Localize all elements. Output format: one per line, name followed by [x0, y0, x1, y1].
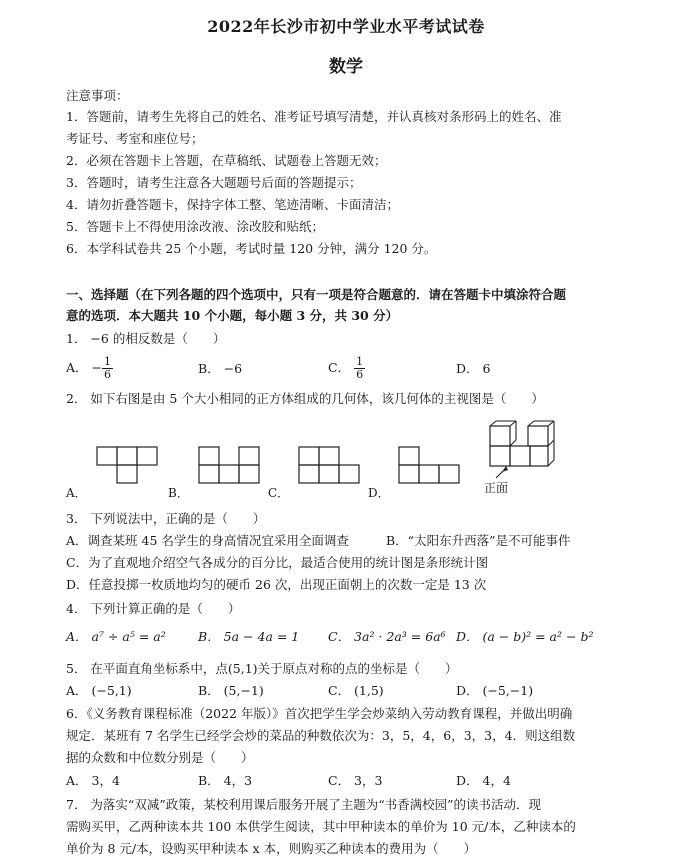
q6-option-c: C． 3，3	[328, 773, 383, 788]
q4-option-a: A． a⁷ ÷ a⁵ = a²	[66, 629, 166, 644]
q5-option-a: A． (−5,1)	[66, 683, 132, 698]
q2-figure-d	[398, 446, 460, 486]
q3-stem: 3． 下列说法中，正确的是（ ）	[66, 511, 266, 526]
q2-option-c-label: C．	[268, 486, 290, 500]
note-item: 4．请勿折叠答题卡，保持字体工整、笔迹清晰、卡面清洁；	[66, 197, 399, 212]
q5-option-d: D． (−5,−1)	[456, 683, 534, 698]
q5-option-b: B． (5,−1)	[198, 683, 264, 698]
fraction-numerator: 1	[104, 355, 111, 368]
q6-option-b: B． 4，3	[198, 773, 253, 788]
fraction-denominator: 6	[356, 368, 364, 381]
q7-stem-line3: 单价为 8 元/本，设购买甲种读本 x 本，则购买乙种读本的费用为（ ）	[66, 841, 477, 856]
front-view-label: 正面	[484, 481, 509, 495]
q1-stem: 1． −6 的相反数是（ ）	[66, 331, 226, 346]
section-heading: 一、选择题（在下列各题的四个选项中，只有一项是符合题意的．请在答题卡中填涂符合题	[66, 287, 567, 302]
section-heading-cont: 意的选项．本大题共 10 个小题，每小题 3 分，共 30 分）	[66, 308, 399, 323]
q6-option-a: A． 3，4	[66, 773, 120, 788]
q6-option-d: D． 4，4	[456, 773, 511, 788]
q2-option-d-label: D．	[368, 486, 390, 500]
q7-stem-line1: 7． 为落实“双减”政策，某校利用课后服务开展了主题为“书香满校园”的读书活动．现	[66, 797, 541, 812]
q5-option-c: C． (1,5)	[328, 683, 384, 698]
exam-title: 2022年长沙市初中学业水平考试试卷	[207, 17, 485, 36]
q2-figure-b	[198, 446, 260, 486]
q6-stem-line1: 6．《义务教育课程标准（2022 年版）》首次把学生学会炒菜纳入劳动教育课程，并做出明确	[66, 706, 573, 721]
q1-option-c	[328, 356, 365, 381]
q2-figure-a	[96, 446, 158, 486]
fraction-denominator: 6	[104, 368, 111, 381]
q1-option-c-fraction	[354, 356, 365, 381]
q2-figure-c	[298, 446, 360, 486]
fraction-numerator: 1	[356, 355, 364, 368]
subject-title: 数学	[329, 57, 363, 77]
q5-stem: 5． 在平面直角坐标系中，点(5,1)关于原点对称的点的坐标是（ ）	[66, 661, 458, 676]
q2-solid-figure	[478, 420, 564, 482]
note-item: 2．必须在答题卡上答题，在草稿纸、试题卷上答题无效；	[66, 153, 387, 168]
q7-stem-line2: 需购买甲，乙两种读本共 100 本供学生阅读，其中甲种读本的单价为 10 元/本，乙种读本的	[66, 819, 576, 834]
q1-option-a-fraction	[102, 356, 113, 381]
note-item: 6．本学科试卷共 25 个小题，考试时量 120 分钟，满分 120 分。	[66, 241, 437, 256]
q4-option-c: C． 3a² · 2a³ = 6a⁶	[328, 629, 446, 644]
q4-option-b: B． 5a − 4a = 1	[198, 629, 300, 644]
q1-option-d: D． 6	[456, 361, 491, 376]
q2-option-a-label: A．	[66, 486, 87, 500]
note-item: 1．答题前，请考生先将自己的姓名、准考证号填写清楚，并认真核对条形码上的姓名、准	[66, 109, 562, 124]
note-item: 考证号、考室和座位号；	[66, 131, 204, 146]
q6-stem-line2: 规定．某班有 7 名学生已经学会炒的菜品的种数依次为：3，5，4，6，3，3，4．则这组数	[66, 728, 576, 743]
q6-stem-line3: 据的众数和中位数分别是（ ）	[66, 750, 254, 765]
q3-option-b: B．“太阳东升西落”是不可能事件	[386, 533, 571, 548]
q4-stem: 4． 下列计算正确的是（ ）	[66, 601, 241, 616]
q2-stem: 2． 如下右图是由 5 个大小相同的正方体组成的几何体，该几何体的主视图是（ ）	[66, 391, 544, 406]
q1-option-a	[66, 356, 113, 381]
q1-option-a-sign: −	[91, 360, 102, 375]
q3-option-a: A．调查某班 45 名学生的身高情况宜采用全面调查	[66, 533, 349, 548]
q2-option-b-label: B．	[168, 486, 189, 500]
q3-option-c: C．为了直观地介绍空气各成分的百分比，最适合使用的统计图是条形统计图	[66, 555, 489, 570]
q1-option-b: B． −6	[198, 361, 243, 376]
q1-option-c-label: C．	[328, 360, 351, 375]
q3-option-d: D．任意投掷一枚质地均匀的硬币 26 次，出现正面朝上的次数一定是 13 次	[66, 577, 487, 592]
note-item: 3．答题时，请考生注意各大题题号后面的答题提示；	[66, 175, 362, 190]
q4-option-d: D． (a − b)² = a² − b²	[456, 629, 594, 644]
notes-heading: 注意事项：	[66, 88, 129, 103]
note-item: 5．答题卡上不得使用涂改液、涂改胶和贴纸；	[66, 219, 324, 234]
q1-option-a-label: A．	[66, 360, 88, 375]
